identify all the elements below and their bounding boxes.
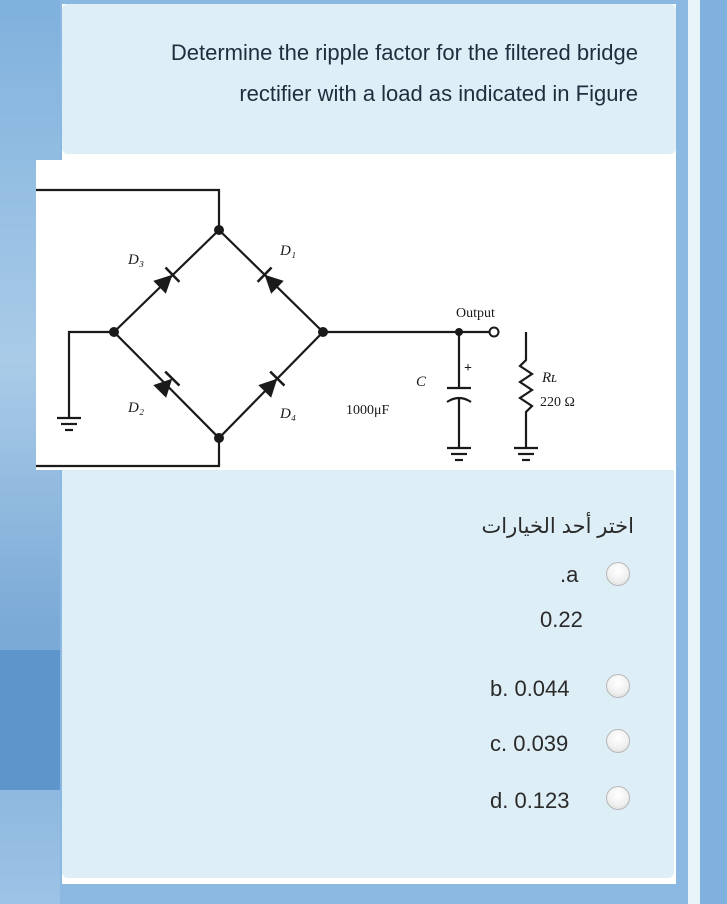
label-d3: D₃ bbox=[128, 252, 145, 268]
label-d4: D₄ bbox=[280, 406, 297, 422]
option-d-radio[interactable] bbox=[606, 786, 630, 810]
label-d2: D₂ bbox=[128, 400, 145, 416]
label-capacitor-value: 1000μF bbox=[346, 403, 390, 418]
output-terminal bbox=[490, 328, 499, 337]
background-right-edge bbox=[700, 0, 727, 904]
option-d-label[interactable]: d. 0.123 bbox=[490, 788, 570, 813]
answers-panel bbox=[62, 470, 674, 878]
bridge-rectifier-diagram bbox=[36, 160, 636, 470]
option-b-radio[interactable] bbox=[606, 674, 630, 698]
label-resistor: Rʟ bbox=[542, 370, 558, 386]
option-a-value[interactable]: 0.22 bbox=[540, 607, 583, 632]
question-text: Determine the ripple factor for the filtered bridge rectifier with a load as indicated in Figure bbox=[170, 40, 638, 106]
option-c-label[interactable]: c. 0.039 bbox=[490, 731, 569, 756]
label-capacitor-polarity: + bbox=[464, 361, 472, 376]
question-box bbox=[62, 4, 676, 154]
option-b-label[interactable]: b. 0.044 bbox=[490, 676, 570, 701]
ground-symbol-capacitor bbox=[447, 448, 471, 460]
label-resistor-value: 220 Ω bbox=[540, 395, 575, 410]
background-left-stripe bbox=[0, 650, 60, 790]
choose-option-prompt: اختر أحد الخيارات bbox=[481, 515, 634, 538]
label-d1: D₁ bbox=[280, 243, 297, 259]
circuit-wires bbox=[36, 190, 532, 466]
label-output: Output bbox=[456, 306, 495, 321]
ground-symbol-resistor bbox=[514, 448, 538, 460]
option-c-radio[interactable] bbox=[606, 729, 630, 753]
circuit-figure bbox=[36, 160, 636, 470]
label-capacitor: C bbox=[416, 374, 427, 390]
option-a-letter[interactable]: .a bbox=[560, 562, 579, 587]
option-a-radio[interactable] bbox=[606, 562, 630, 586]
ground-symbol-left bbox=[57, 418, 81, 430]
